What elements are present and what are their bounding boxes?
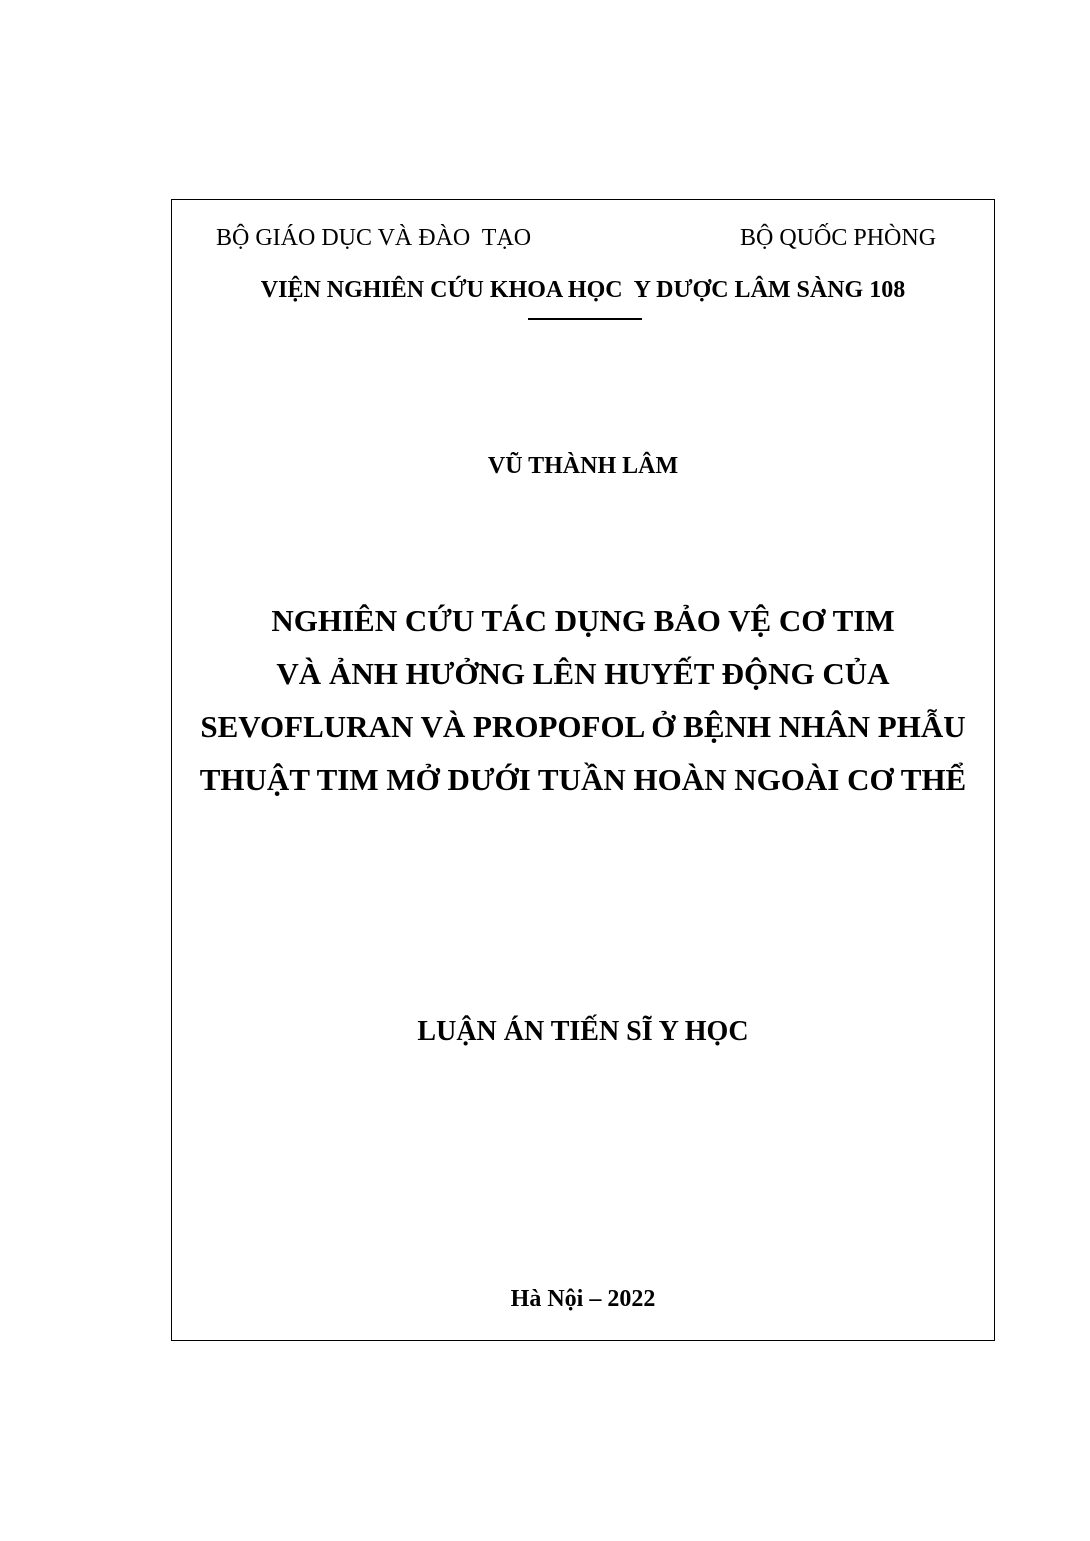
- thesis-title-line: SEVOFLURAN VÀ PROPOFOL Ở BỆNH NHÂN PHẪU: [200, 709, 966, 744]
- thesis-title-line: THUẬT TIM MỞ DƯỚI TUẦN HOÀN NGOÀI CƠ THỂ: [199, 762, 967, 797]
- author-name: VŨ THÀNH LÂM: [487, 453, 679, 479]
- thesis-title-line: VÀ ẢNH HƯỞNG LÊN HUYẾT ĐỘNG CỦA: [276, 656, 890, 691]
- ministry-education-label: BỘ GIÁO DỤC VÀ ĐÀO TẠO: [216, 225, 532, 251]
- institute-name: VIỆN NGHIÊN CỨU KHOA HỌC Y DƯỢC LÂM SÀNG 108: [260, 277, 906, 303]
- thesis-title-line: NGHIÊN CỨU TÁC DỤNG BẢO VỆ CƠ TIM: [271, 603, 895, 638]
- ministry-defense-label: BỘ QUỐC PHÒNG: [740, 225, 937, 251]
- header-divider: [528, 318, 642, 320]
- thesis-title: [171, 594, 995, 806]
- place-date: Hà Nội – 2022: [510, 1286, 656, 1312]
- degree-label: LUẬN ÁN TIẾN SĨ Y HỌC: [417, 1016, 749, 1047]
